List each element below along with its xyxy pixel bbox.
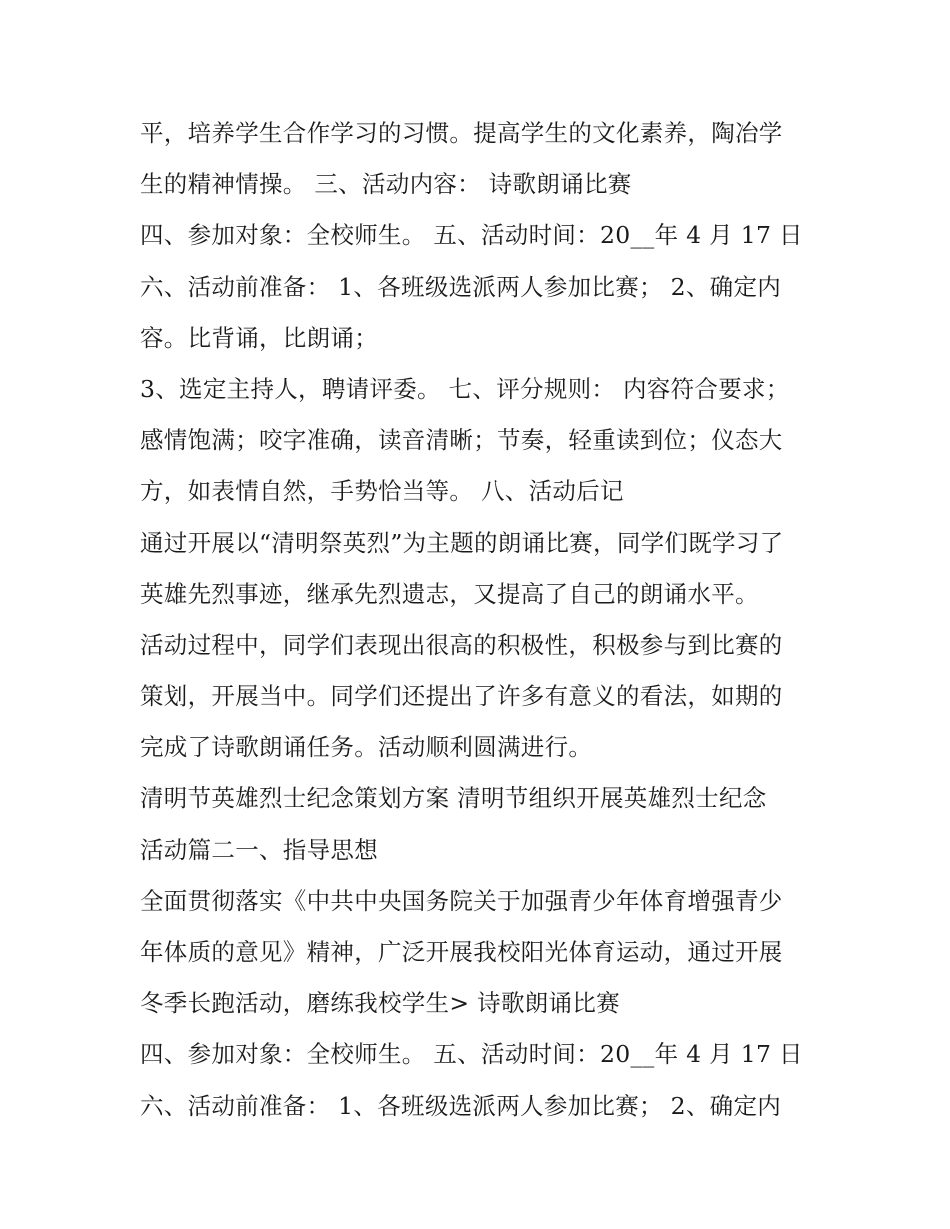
text-line: 六、活动前准备： 1、各班级选派两人参加比赛； 2、确定内 xyxy=(140,1091,782,1120)
text-line: 生的精神情操。 三、活动内容： 诗歌朗诵比赛 xyxy=(140,170,632,199)
document-body xyxy=(140,108,840,1132)
text-line: 冬季长跑活动，磨练我校学生> 诗歌朗诵比赛 xyxy=(140,989,620,1018)
text-line: 感情饱满；咬字准确，读音清晰；节奏，轻重读到位；仪态大 xyxy=(140,426,783,455)
text-line: 英雄先烈事迹，继承先烈遗志，又提高了自己的朗诵水平。 xyxy=(140,579,759,608)
text-line: 完成了诗歌朗诵任务。活动顺利圆满进行。 xyxy=(140,733,593,762)
text-line: 平，培养学生合作学习的习惯。提高学生的文化素养，陶冶学 xyxy=(140,119,783,147)
text-line: 策划，开展当中。同学们还提出了许多有意义的看法，如期的 xyxy=(140,682,783,711)
text-line: 容。比背诵，比朗诵； xyxy=(140,323,378,352)
text-line: 方，如表情自然，手势恰当等。 八、活动后记 xyxy=(140,477,624,506)
text-line: 通过开展以“清明祭英烈”为主题的朗诵比赛，同学们既学习了 xyxy=(140,528,784,557)
text-line: 全面贯彻落实《中共中央国务院关于加强青少年体育增强青少 xyxy=(140,886,783,915)
text-line: 活动篇二一、指导思想 xyxy=(140,835,378,864)
text-line: 年体质的意见》精神，广泛开展我校阳光体育运动，通过开展 xyxy=(140,938,783,966)
text-line: 3、选定主持人，聘请评委。 七、评分规则： 内容符合要求； xyxy=(140,374,790,403)
text-line: 活动过程中，同学们表现出很高的积极性，积极参与到比赛的 xyxy=(140,630,783,659)
text-line: 四、参加对象：全校师生。 五、活动时间：20__年 4 月 17 日 xyxy=(140,221,803,250)
text-line: 四、参加对象：全校师生。 五、活动时间：20__年 4 月 17 日 xyxy=(140,1040,803,1069)
text-line: 六、活动前准备： 1、各班级选派两人参加比赛； 2、确定内 xyxy=(140,272,782,301)
text-line: 清明节英雄烈士纪念策划方案 清明节组织开展英雄烈士纪念 xyxy=(140,784,767,813)
